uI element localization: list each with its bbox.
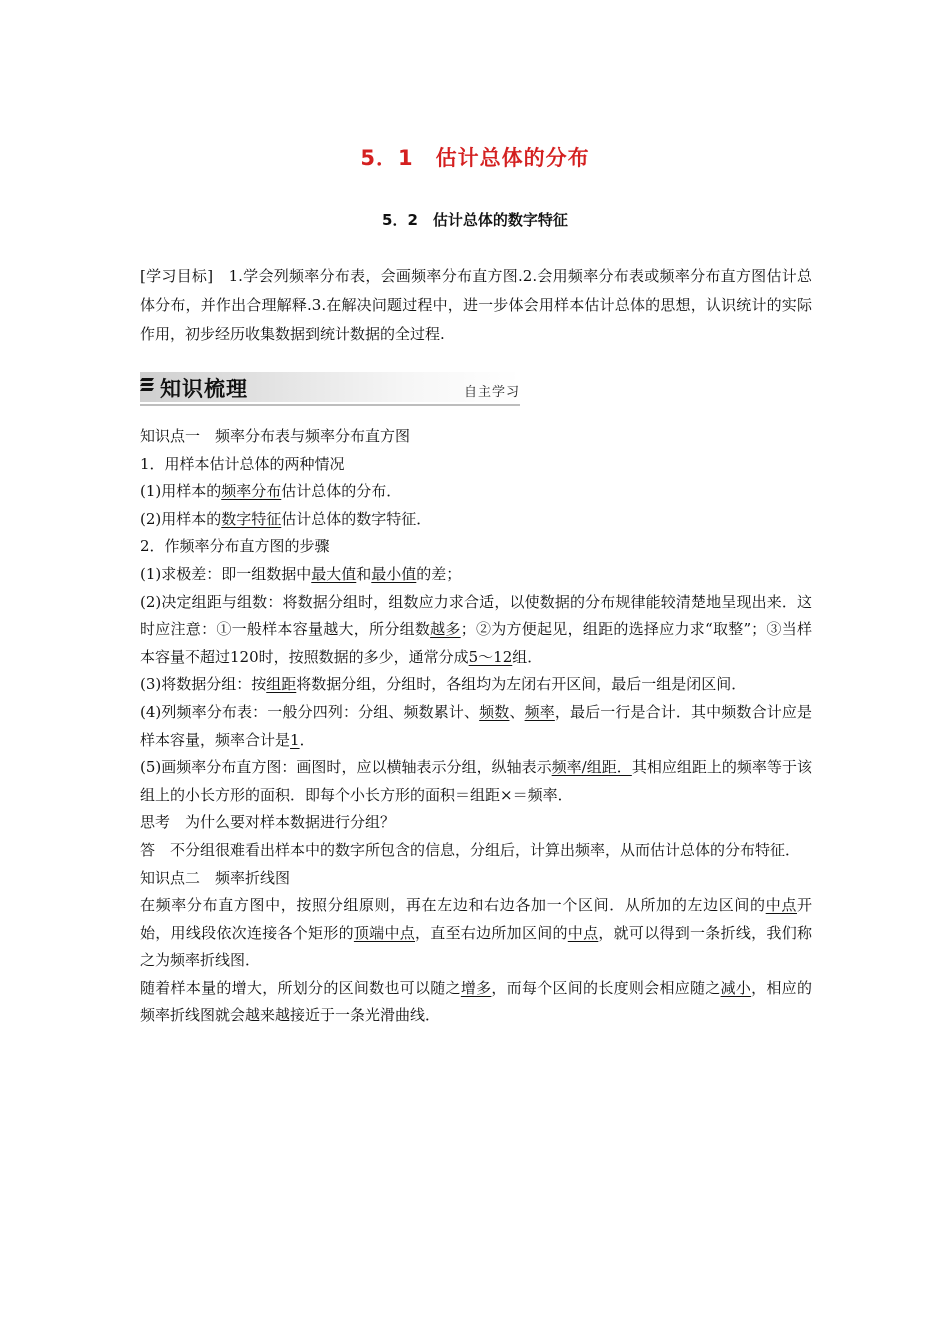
stripes-icon [140, 376, 154, 394]
answer-blank: 最小值 [371, 564, 417, 583]
knowledge-point-2: 知识点二 频率折线图 [140, 868, 291, 887]
section-1-heading: 1．用样本估计总体的两种情况 [140, 454, 345, 473]
answer-blank: 减小 [720, 978, 752, 997]
answer-blank: 顶端中点 [353, 923, 416, 942]
knowledge-point-1: 知识点一 频率分布表与频率分布直方图 [140, 427, 411, 445]
answer-blank: 越多 [430, 620, 461, 639]
page-subtitle: 5．2 估计总体的数字特征 [382, 211, 568, 229]
banner-subtitle: 自主学习 [463, 385, 520, 400]
answer-blank: 频数 [479, 702, 510, 721]
line-1: (1)用样本的频率分布估计总体的分布． [140, 482, 402, 501]
banner-divider [140, 404, 520, 406]
banner-title: 知识梳理 [160, 377, 248, 401]
answer-blank: 组距 [266, 675, 297, 694]
line-7: (5)画频率分布直方图：画图时，应以横轴表示分组，纵轴表示频率/组距．其相应组距上的频率等于该组上的小长方形的面积．即每个小长方形的面积＝组距×＝频率． [140, 758, 812, 804]
line-3: (1)求极差：即一组数据中最大值和最小值的差； [140, 564, 462, 583]
answer-blank: 最大值 [311, 564, 357, 583]
content-body [140, 423, 812, 1030]
question: 思考 为什么要对样本数据进行分组？ [140, 813, 396, 832]
section-2-heading: 2．作频率分布直方图的步骤 [140, 537, 330, 556]
line-9: 随着样本量的增大，所划分的区间数也可以随之增多，而每个区间的长度则会相应随之减小，相应的频率折线图就会越来越接近于一条光滑曲线． [140, 978, 812, 1025]
line-4: (2)决定组距与组数：将数据分组时，组数应力求合适，以使数据的分布规律能较清楚地呈现出来．这时应注意：①一般样本容量越大，所分组数越多；②为方便起见，组距的选择应力求“取整”；③当样本容量不超过120时，按照数据的多少，通常分成5～12组． [140, 592, 812, 666]
answer-blank: 1 [290, 730, 300, 749]
line-5: (3)将数据分组：按组距将数据分组，分组时，各组均为左闭右开区间，最后一组是闭区间． [140, 675, 747, 694]
line-8: 在频率分布直方图中，按照分组原则，再在左边和右边各加一个区间．从所加的左边区间的中点开始，用线段依次连接各个矩形的顶端中点，直至右边所加区间的中点，就可以得到一条折线，我们称之为频率折线图． [140, 896, 812, 970]
line-6: (4)列频率分布表：一般分四列：分组、频数累计、频数、频率，最后一行是合计．其中频数合计应是样本容量，频率合计是1． [140, 702, 812, 749]
answer-blank: 5～12 [468, 647, 513, 666]
answer-blank: 频率/组距． [551, 758, 632, 777]
answer: 答 不分组很难看出样本中的数字所包含的信息，分组后，计算出频率，从而估计总体的分布特征． [140, 840, 801, 859]
page-title: 5．1 估计总体的分布 [360, 146, 590, 170]
answer-blank: 频率分布 [221, 482, 282, 501]
answer-blank: 频率 [524, 702, 555, 721]
section-banner [140, 372, 520, 408]
answer-blank: 中点 [765, 896, 797, 915]
learning-goals: [学习目标] 1.学会列频率分布表，会画频率分布直方图.2.会用频率分布表或频率分布直方图估计总体分布，并作出合理解释.3.在解决问题过程中，进一步体会用样本估计总体的思想，认识统计的实际作用，初步经历收集数据到统计数据的全过程. [140, 267, 812, 343]
answer-blank: 增多 [460, 978, 492, 997]
answer-blank: 数字特征 [221, 509, 282, 528]
line-2: (2)用样本的数字特征估计总体的数字特征． [140, 509, 432, 528]
answer-blank: 中点 [567, 923, 599, 942]
